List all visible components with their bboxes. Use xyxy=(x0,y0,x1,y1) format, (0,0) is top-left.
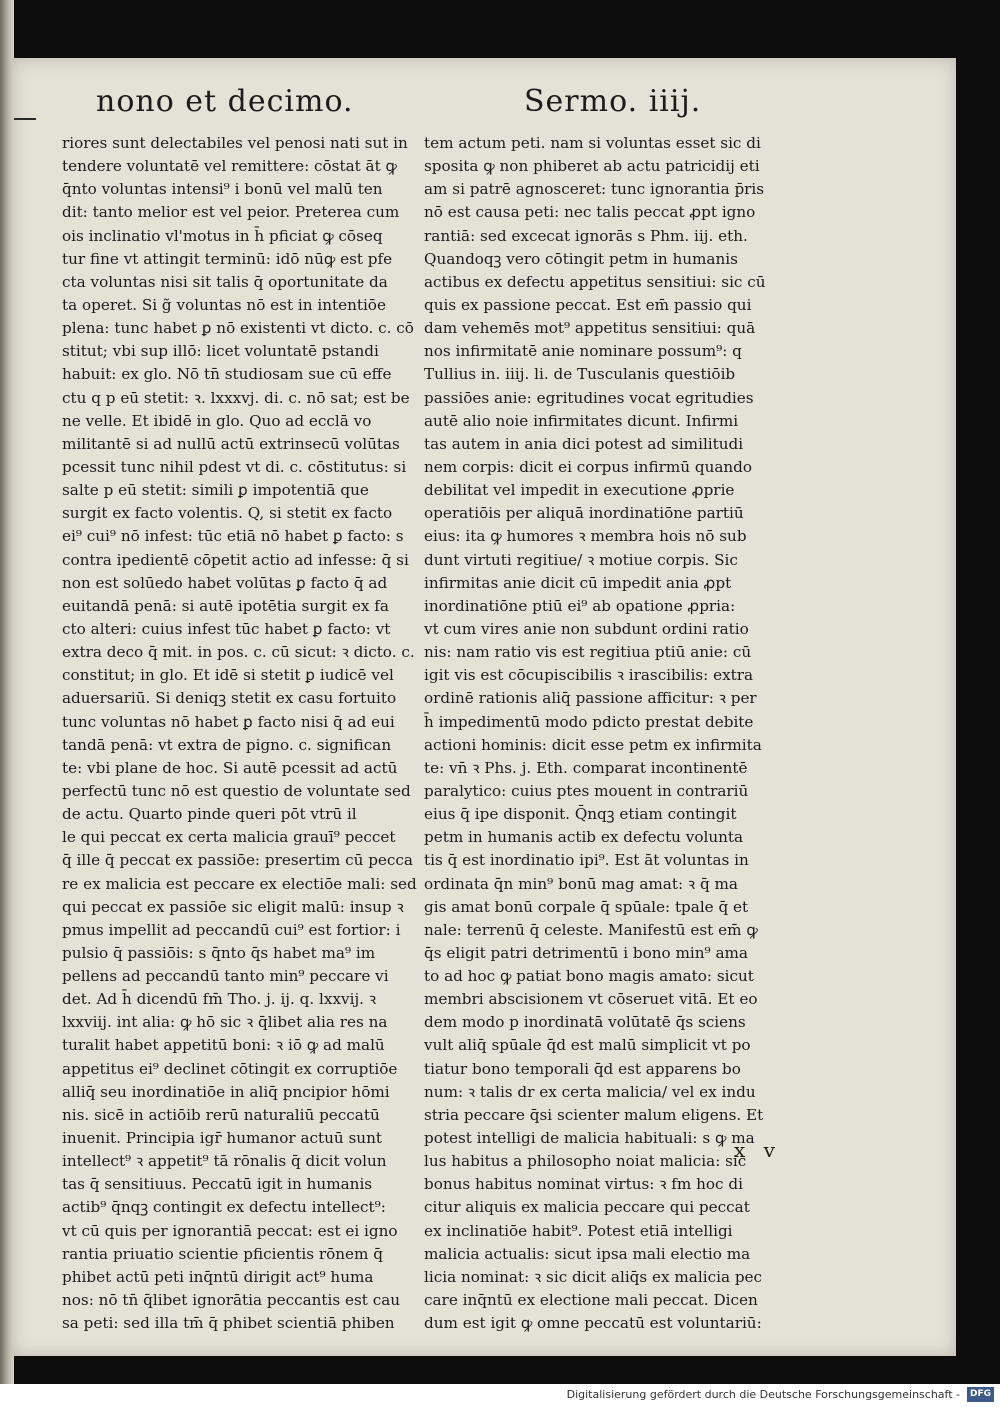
text-line: sa peti: sed illa tm̄ q̄ phibet scientiā phiben xyxy=(62,1314,395,1333)
text-line: care inq̄ntū ex electione mali peccat. Dicen xyxy=(424,1291,758,1310)
text-line: riores sunt delectabiles vel penosi nati sut in xyxy=(62,134,408,152)
text-line: phibet actū peti inq̄ntū dirigit act⁹ huma xyxy=(62,1267,374,1286)
text-line: petm in humanis actib ex defectu volunta xyxy=(424,828,744,847)
text-line: ex inclinatiōe habit⁹. Potest etiā intelligi xyxy=(424,1221,733,1240)
text-line: surgit ex facto volentis. Q, si stetit ex facto xyxy=(62,504,393,523)
text-line: tiatur bono temporali q̄d est apparens bo xyxy=(424,1059,741,1078)
text-line: ordinē rationis aliq̄ passione afficitur: ꝛ per xyxy=(424,689,757,708)
text-line: plena: tunc habet ꝑ nō existenti vt dicto. c. cō xyxy=(62,319,414,338)
text-line: quis ex passione peccat. Est em̄ passio qui xyxy=(424,295,752,314)
text-line: lxxviij. int alia: ꝙ hō sic ꝛ q̄libet alia res na xyxy=(62,1013,388,1032)
text-line: perfectū tunc nō est questio de voluntate sed xyxy=(62,781,411,800)
text-line: autē alio noie infirmitates dicunt. Infirmi xyxy=(424,411,739,430)
text-line: ei⁹ cui⁹ nō infest: tūc etiā nō habet ꝑ facto: s xyxy=(62,527,404,546)
text-line: pellens ad peccandū tanto min⁹ peccare vi xyxy=(62,967,389,986)
text-line: eius q̄ ipe disponit. Q̄nqꝫ etiam contingit xyxy=(424,805,737,824)
text-line: tandā penā: vt extra de pigno. c. significan xyxy=(62,735,392,754)
text-line: dunt virtuti regitiue/ ꝛ motiue corpis. Sic xyxy=(424,550,738,569)
text-line: qui peccat ex passiōe sic eligit malū: insup ꝛ xyxy=(62,897,404,916)
text-line: malicia actualis: sicut ipsa mali electio ma xyxy=(424,1244,751,1263)
text-line: ordinata q̄n min⁹ bonū mag amat: ꝛ q̄ ma xyxy=(424,874,738,893)
text-line: alliq̄ seu inordinatiōe in aliq̄ pncipior hōmi xyxy=(62,1082,390,1101)
text-line: extra deco q̄ mit. in pos. c. cū sicut: ꝛ dicto. c. xyxy=(62,643,415,662)
text-line: lus habitus a philosopho noiat malicia: sic xyxy=(424,1152,747,1171)
footer-bar xyxy=(0,1384,1000,1407)
text-line: dem modo p inordinatā volūtatē q̄s sciens xyxy=(424,1013,746,1032)
text-line: infirmitas anie dicit cū impedit ania ꝓpt xyxy=(424,573,732,592)
text-line: pulsio q̄ passiōis: s q̄nto q̄s habet ma⁹ im xyxy=(62,943,376,962)
text-line: citur aliquis ex malicia peccare qui peccat xyxy=(424,1198,750,1217)
text-line: habuit: ex glo. Nō tn̄ studiosam sue cū effe xyxy=(62,365,392,384)
text-line: inordinatiōne ptiū ei⁹ ab opatione ꝓpria: xyxy=(424,596,736,615)
dfg-logo: DFG xyxy=(967,1387,994,1402)
text-line: ois inclinatio vl'motus in h̄ pficiat ꝙ cōseq xyxy=(62,226,383,245)
text-line: stitut; vbi sup illō: licet voluntatē pstandi xyxy=(62,342,379,361)
text-line: licia nominat: ꝛ sic dicit aliq̄s ex malicia pec xyxy=(424,1267,763,1286)
text-line: stria peccare q̄si scienter malum eligens. Et xyxy=(424,1105,764,1124)
signature-mark: x v xyxy=(734,1138,781,1162)
text-line: constitut; in glo. Et idē si stetit ꝑ iudicē vel xyxy=(62,666,394,685)
text-line: num: ꝛ talis dr ex certa malicia/ vel ex indu xyxy=(424,1082,756,1101)
text-line: membri abscisionem vt cōseruet vitā. Et eo xyxy=(424,990,758,1009)
text-line: h̄ impedimentū modo pdicto prestat debite xyxy=(424,712,754,731)
text-line: nis. sicē in actiōib rerū naturaliū peccatū xyxy=(62,1105,380,1124)
text-line: paralytico: cuius ptes mouent in contrariū xyxy=(424,781,749,800)
text-line: nos infirmitatē anie nominare possum⁹: q xyxy=(424,342,742,361)
text-line: euitandā penā: si autē ipotētia surgit ex fa xyxy=(62,596,389,615)
text-line: nos: nō tn̄ q̄libet ignorātia peccantis est cau xyxy=(62,1291,401,1310)
text-line: tur fine vt attingit terminū: idō nūꝙ est pfe xyxy=(62,249,393,268)
text-line: tis q̄ est inordinatio ipi⁹. Est āt voluntas in xyxy=(424,851,749,870)
text-line: sposita ꝙ non phiberet ab actu patricidij eti xyxy=(424,157,760,176)
text-line: contra ipedientē cōpetit actio ad infesse: q̄ si xyxy=(62,550,409,569)
text-line: le qui peccat ex certa malicia grauī⁹ peccet xyxy=(62,828,396,847)
text-line: vult aliq̄ spūale q̄d est malū simplicit vt po xyxy=(424,1036,751,1055)
text-line: rantiā: sed excecat ignorās s Phm. iij. eth. xyxy=(424,226,748,245)
text-line: actib⁹ q̄nqꝫ contingit ex defectu intellect⁹: xyxy=(62,1198,386,1217)
text-line: ta operet. Si g̃ voluntas nō est in intentiōe xyxy=(62,295,386,314)
text-line: q̄nto voluntas intensi⁹ i bonū vel malū ten xyxy=(62,180,383,199)
text-line: te: vn̄ ꝛ Phs. j. Eth. comparat incontinentē xyxy=(424,758,748,777)
text-line: dum est igit ꝙ omne peccatū est voluntariū: xyxy=(424,1314,762,1333)
text-line: q̄s eligit patri detrimentū i bono min⁹ ama xyxy=(424,943,748,962)
text-line: tendere voluntatē vel remittere: cōstat āt ꝙ xyxy=(62,157,397,176)
running-head-left: nono et decimo. xyxy=(96,84,354,119)
text-line: ne velle. Et ibidē in glo. Quo ad ecclā vo xyxy=(62,411,372,430)
text-line: passiōes anie: egritudines vocat egritudies xyxy=(424,388,754,407)
text-line: operatiōis per aliquā inordinatiōne partiū xyxy=(424,504,744,523)
text-line: cto alteri: cuius infest tūc habet ꝑ facto: vt xyxy=(62,619,391,638)
text-line: re ex malicia est peccare ex electiōe mali: sed xyxy=(62,874,417,893)
text-line: det. Ad h̄ dicendū fm̄ Tho. j. ij. q. lxxvij. ꝛ xyxy=(62,990,377,1009)
running-head-right: Sermo. iiij. xyxy=(524,84,702,119)
text-line: salte p eū stetit: simili ꝑ impotentiā que xyxy=(62,481,369,500)
text-line: am si patrē agnosceret: tunc ignorantia p̄ris xyxy=(424,180,765,199)
text-line: rantia priuatio scientie pficientis rōnem q̄ xyxy=(62,1244,383,1263)
text-line: dit: tanto melior est vel peior. Preterea cum xyxy=(62,203,400,222)
text-line: tem actum peti. nam si voluntas esset sic di xyxy=(424,134,761,152)
text-line: Tullius in. iiij. li. de Tusculanis questiōib xyxy=(424,365,736,384)
text-line: nō est causa peti: nec talis peccat ꝓpt igno xyxy=(424,203,756,222)
text-line: eius: ita ꝙ humores ꝛ membra hois nō sub xyxy=(424,527,747,546)
text-line: tas autem in ania dici potest ad similitudi xyxy=(424,434,744,453)
text-line: inuenit. Principia igr̄ humanor actuū sunt xyxy=(62,1129,382,1148)
text-line: intellect⁹ ꝛ appetit⁹ tā rōnalis q̄ dicit volun xyxy=(62,1152,387,1171)
text-line: Quandoqꝫ vero cōtingit petm in humanis xyxy=(424,249,738,268)
text-line: potest intelligi de malicia habituali: s ꝙ ma xyxy=(424,1129,755,1148)
text-line: pcessit tunc nihil pdest vt di. c. cōstitutus: si xyxy=(62,457,407,476)
text-line: militantē si ad nullū actū extrinsecū volūtas xyxy=(62,434,400,453)
text-line: appetitus ei⁹ declinet cōtingit ex corruptiōe xyxy=(62,1059,398,1078)
text-line: to ad hoc ꝙ patiat bono magis amato: sicut xyxy=(424,967,754,986)
text-line: te: vbi plane de hoc. Si autē pcessit ad actū xyxy=(62,758,398,777)
text-line: nis: nam ratio vis est regitiua ptiū anie: cū xyxy=(424,643,752,662)
text-line: nale: terrenū q̄ celeste. Manifestū est em̄ ꝙ xyxy=(424,920,758,939)
footer-credit: Digitalisierung gefördert durch die Deutsche Forschungsgemeinschaft - xyxy=(566,1388,960,1401)
text-line: cta voluntas nisi sit talis q̄ oportunitate da xyxy=(62,272,388,291)
text-line: q̄ ille q̄ peccat ex passiōe: presertim cū pecca xyxy=(62,851,413,870)
text-line: dam vehemēs mot⁹ appetitus sensitiui: quā xyxy=(424,319,756,338)
margin-mark xyxy=(14,118,36,120)
text-line: actibus ex defectu appetitus sensitiui: sic cū xyxy=(424,272,766,291)
text-line: pmus impellit ad peccandū cui⁹ est fortior: i xyxy=(62,920,401,939)
text-line: aduersariū. Si deniqꝫ stetit ex casu fortuito xyxy=(62,689,397,708)
text-line: tunc voluntas nō habet ꝑ facto nisi q̄ ad eui xyxy=(62,712,395,731)
text-line: igit vis est cōcupiscibilis ꝛ irascibilis: extra xyxy=(424,666,754,685)
text-line: debilitat vel impedit in executione ꝓprie xyxy=(424,481,735,500)
text-line: gis amat bonū corpale q̄ spūale: tpale q̄ et xyxy=(424,897,749,916)
text-line: tas q̄ sensitiuus. Peccatū igit in humanis xyxy=(62,1175,373,1194)
text-line: ctu q p eū stetit: ꝛ. lxxxvj. di. c. nō sat; est be xyxy=(62,388,410,407)
text-line: nem corpis: dicit ei corpus infirmū quando xyxy=(424,457,753,476)
text-line: de actu. Quarto pinde queri pōt vtrū il xyxy=(62,805,357,824)
text-line: vt cū quis per ignorantiā peccat: est ei igno xyxy=(62,1221,398,1240)
left-text-column xyxy=(62,132,462,1335)
text-line: vt cum vires anie non subdunt ordini ratio xyxy=(424,619,749,638)
text-line: turalit habet appetitū boni: ꝛ iō ꝙ ad malū xyxy=(62,1036,385,1055)
text-line: actioni hominis: dicit esse petm ex infirmita xyxy=(424,735,762,754)
text-line: bonus habitus nominat virtus: ꝛ fm hoc di xyxy=(424,1175,743,1194)
text-line: non est solūedo habet volūtas ꝑ facto q̄ ad xyxy=(62,573,388,592)
